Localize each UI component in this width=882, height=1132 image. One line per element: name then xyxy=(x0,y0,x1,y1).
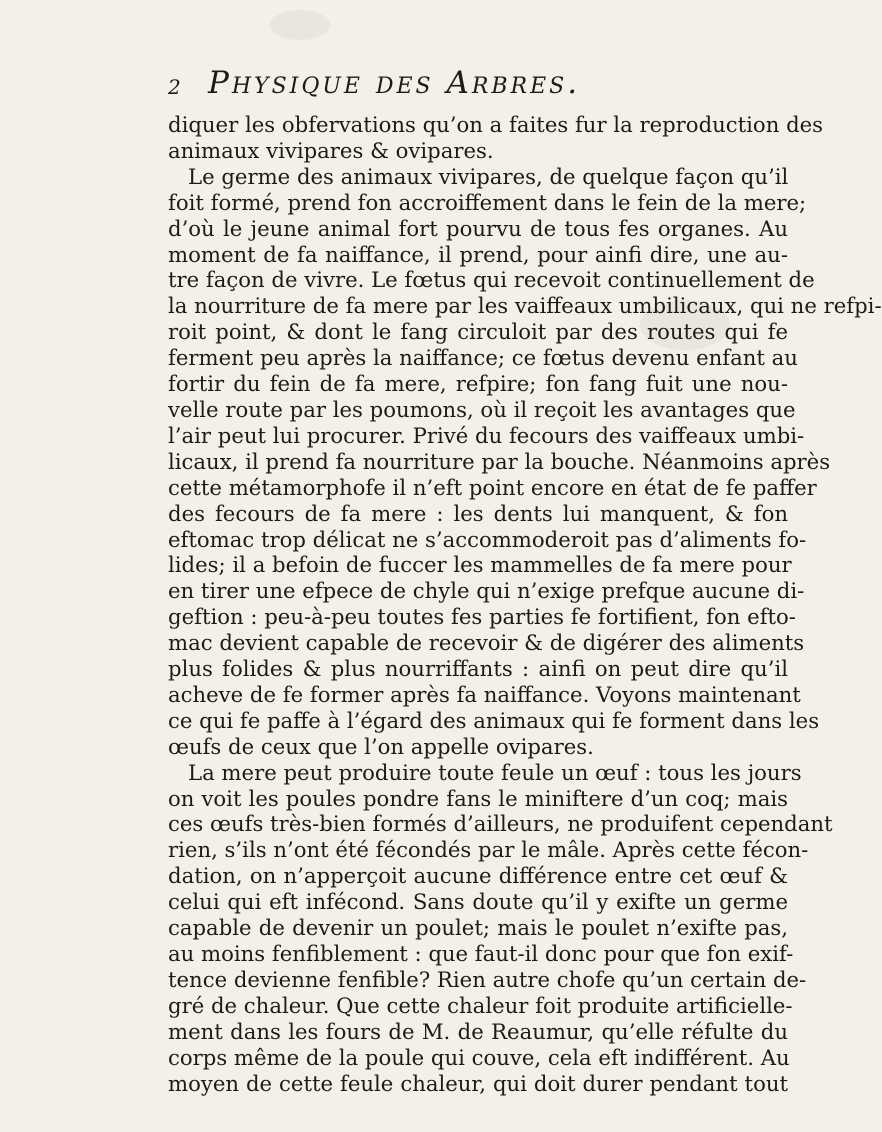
text-line: foit formé, prend fon accroiffement dans le fein de la mere; xyxy=(168,189,807,215)
text-line: eftomac trop délicat ne s’accommoderoit pas d’aliments fo- xyxy=(168,526,807,552)
text-line: on voit les poules pondre fans le miniftere d’un coq; mais xyxy=(168,785,788,811)
text-line: œufs de ceux que l’on appelle ovipares. xyxy=(168,733,594,759)
text-line: diquer les obfervations qu’on a faites fur la reproduction des xyxy=(168,112,824,137)
body-text xyxy=(168,112,882,1096)
text-line: capable de devenir un poulet; mais le poulet n’exifte pas, xyxy=(168,915,788,941)
text-line: fortir du fein de fa mere, refpire; fon fang fuit une nou- xyxy=(168,371,788,397)
text-line: la nourriture de fa mere par les vaiffeaux umbilicaux, qui ne refpi- xyxy=(168,293,882,319)
text-line: ferment peu après la naiffance; ce fœtus devenu enfant au xyxy=(168,345,798,371)
text-line: licaux, il prend fa nourriture par la bouche. Néanmoins après xyxy=(168,448,831,474)
text-line: tence devienne fenfible? Rien autre chofe qu’un certain de- xyxy=(168,966,807,992)
text-line: corps même de la poule qui couve, cela eft indifférent. Au xyxy=(168,1044,790,1070)
text-line: au moins fenfiblement : que faut-il donc pour que fon exif- xyxy=(168,941,794,966)
text-line: tre façon de vivre. Le fœtus qui recevoit continuellement de xyxy=(168,267,815,293)
text-line: lides; il a befoin de fuccer les mammelles de fa mere pour xyxy=(168,552,792,578)
text-line: des fecours de fa mere : les dents lui manquent, & fon xyxy=(168,500,788,526)
text-line: ces œufs très-bien formés d’ailleurs, ne produifent cependant xyxy=(168,811,833,837)
text-line: animaux vivipares & ovipares. xyxy=(168,137,494,163)
text-line: moment de fa naiffance, il prend, pour ainfi dire, une au- xyxy=(168,241,788,267)
text-line: d’où le jeune animal fort pourvu de tous fes organes. Au xyxy=(168,215,788,241)
text-line: La mere peut produire toute feule un œuf : tous les jours xyxy=(188,759,802,785)
text-line: Le germe des animaux vivipares, de quelque façon qu’il xyxy=(188,163,789,189)
text-line: rien, s’ils n’ont été fécondés par le mâle. Après cette fécon- xyxy=(168,837,809,863)
text-line: geftion : peu-à-peu toutes fes parties fe fortifient, fon efto- xyxy=(168,604,796,630)
paper-stain xyxy=(270,10,330,40)
text-line: l’air peut lui procurer. Privé du fecours des vaiffeaux umbi- xyxy=(168,422,805,448)
page-number: 2 xyxy=(168,75,181,99)
running-title: Physique des Arbres. xyxy=(208,65,581,101)
page-header xyxy=(168,65,788,105)
text-line: moyen de cette feule chaleur, qui doit durer pendant tout xyxy=(168,1070,788,1096)
text-line: cette métamorphofe il n’eft point encore en état de fe paffer xyxy=(168,474,817,500)
text-line: dation, on n’apperçoit aucune différence entre cet œuf & xyxy=(168,863,788,889)
text-line: celui qui eft infécond. Sans doute qu’il y exifte un germe xyxy=(168,889,788,915)
text-line: en tirer une efpece de chyle qui n’exige prefque aucune di- xyxy=(168,578,805,604)
text-line: gré de chaleur. Que cette chaleur foit produite artificielle- xyxy=(168,992,793,1018)
text-line: plus folides & plus nourriffants : ainfi on peut dire qu’il xyxy=(168,656,788,682)
text-line: ce qui fe paffe à l’égard des animaux qui fe forment dans les xyxy=(168,707,820,733)
text-line: velle route par les poumons, où il reçoit les avantages que xyxy=(168,396,796,422)
text-line: roit point, & dont le fang circuloit par des routes qui fe xyxy=(168,319,788,345)
text-line: acheve de fe former après fa naiffance. Voyons maintenant xyxy=(168,681,801,707)
text-line: ment dans les fours de M. de Reaumur, qu’elle réfulte du xyxy=(168,1018,788,1044)
text-line: mac devient capable de recevoir & de digérer des aliments xyxy=(168,630,805,656)
